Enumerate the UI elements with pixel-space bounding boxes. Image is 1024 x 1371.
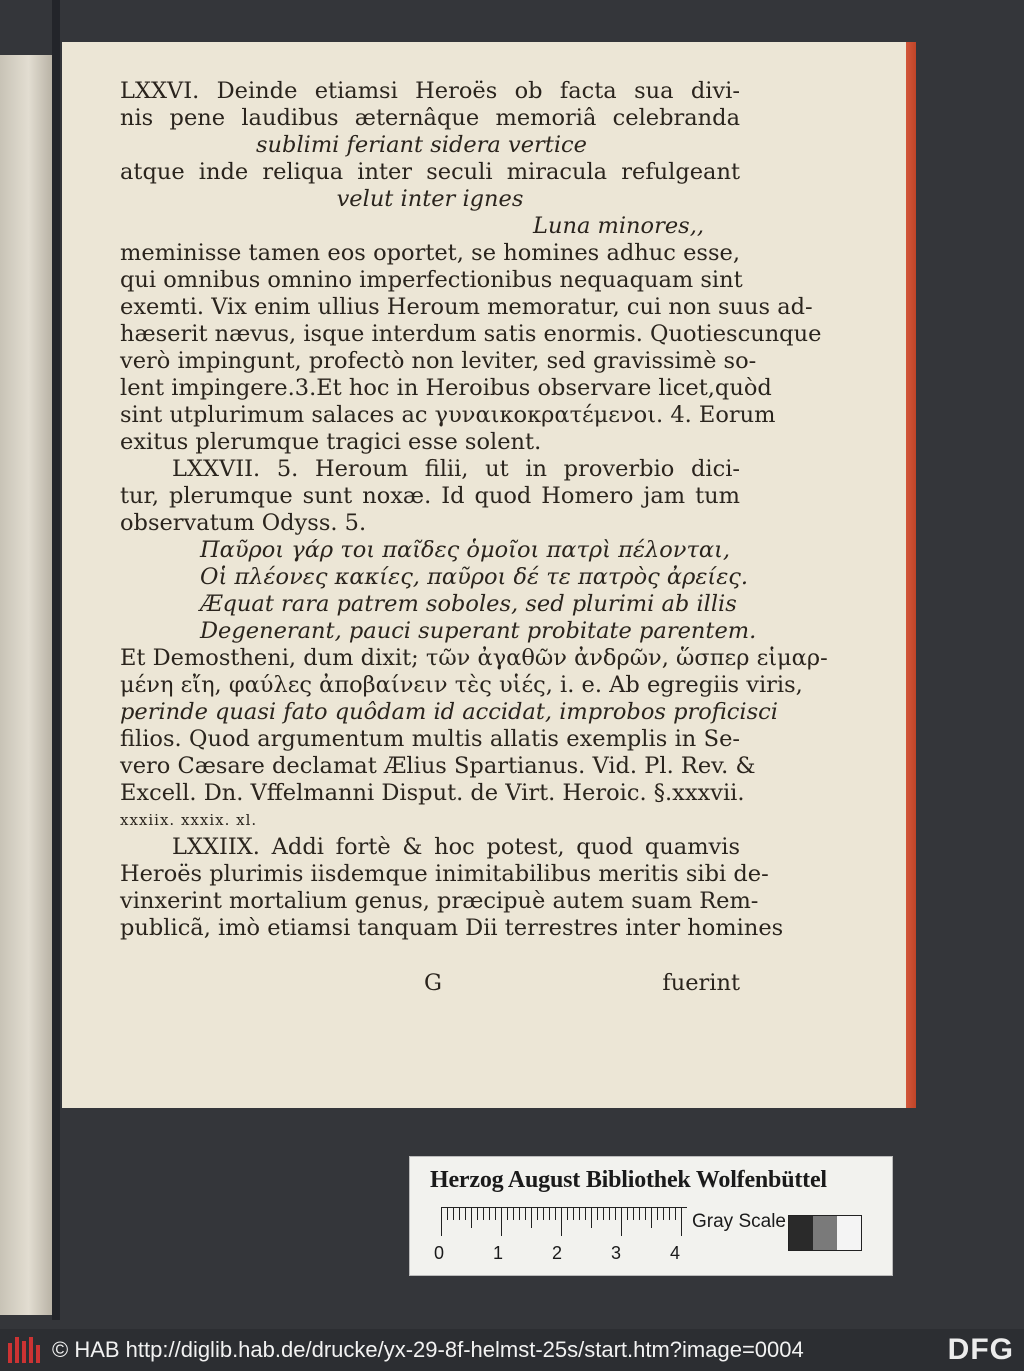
ruler-tick [531, 1208, 532, 1228]
text-line: hæserit nævus, isque interdum satis enormis. Quotiescunque [120, 321, 822, 347]
ruler-tick [441, 1208, 442, 1236]
library-name: Herzog August Bibliothek Wolfenbüttel [430, 1167, 827, 1193]
text-line: Παῦροι γάρ τοι παῖδες ὁμοῖοι πατρὶ πέλονται, [200, 537, 731, 563]
ruler-number: 0 [434, 1243, 445, 1263]
ruler-number: 1 [493, 1243, 504, 1263]
text-line: Excell. Dn. Vffelmanni Disput. de Virt. Heroic. §.xxxvii. [120, 780, 745, 806]
text-line: μένη εἴη, φαύλες ἀποβαίνειν τὲς υἱές, i. e. Ab egregiis viris, [120, 672, 803, 698]
page-gutter [52, 0, 60, 1320]
ruler-tick [651, 1208, 652, 1228]
catchword: fuerint [662, 970, 740, 996]
ruler-tick [585, 1208, 586, 1220]
ruler-number: 3 [611, 1243, 622, 1263]
ruler-tick [513, 1208, 514, 1220]
ruler-tick [591, 1208, 592, 1228]
ruler-number: 4 [670, 1243, 681, 1263]
hab-logo-icon [8, 1337, 42, 1363]
left-page-edge [0, 55, 52, 1315]
text-line: nis pene laudibus æternâque memoriâ celebranda [120, 105, 740, 131]
ruler-tick [639, 1208, 640, 1220]
text-line: Degenerant, pauci superant probitate parentem. [200, 618, 757, 644]
ruler-tick [501, 1208, 502, 1236]
text-line: Heroës plurimis iisdemque inimitabilibus meritis sibi de- [120, 861, 769, 887]
ruler-tick [447, 1208, 448, 1220]
gray-scale-swatches [788, 1215, 862, 1251]
gray-swatch [837, 1216, 861, 1250]
text-line: meminisse tamen eos oportet, se homines adhuc esse, [120, 240, 740, 266]
ruler-tick [483, 1208, 484, 1220]
ruler-tick [465, 1208, 466, 1220]
ruler-tick [681, 1208, 682, 1236]
text-line: vero Cæsare declamat Ælius Spartianus. Vid. Pl. Rev. & [120, 753, 756, 779]
text-line: publicã, imò etiamsi tanquam Dii terrestres inter homines [120, 915, 784, 941]
ruler-tick [549, 1208, 550, 1220]
text-line: xxxiix. xxxix. xl. [120, 811, 258, 829]
ruler-tick [471, 1208, 472, 1228]
page-foot [120, 970, 740, 997]
text-line: sublimi feriant sidera vertice [256, 132, 587, 158]
text-line: Æquat rara patrem soboles, sed plurimi ab illis [200, 591, 737, 617]
text-line: LXXVII. 5. Heroum filii, ut in proverbio dici- [172, 456, 740, 482]
gray-swatch [789, 1216, 813, 1250]
library-color-label [409, 1156, 893, 1276]
text-line: tur, plerumque sunt noxæ. Id quod Homero jam tum [120, 483, 740, 509]
ruler-tick [561, 1208, 562, 1236]
ruler-tick [567, 1208, 568, 1220]
text-line: filios. Quod argumentum multis allatis exemplis in Se- [120, 726, 740, 752]
text-line: Et Demostheni, dum dixit; τῶν ἀγαθῶν ἀνδρῶν, ὥσπερ εἱμαρ- [120, 645, 828, 671]
ruler-tick [459, 1208, 460, 1220]
ruler-tick [615, 1208, 616, 1220]
ruler-tick [645, 1208, 646, 1220]
ruler-tick [627, 1208, 628, 1220]
page-red-edge [906, 42, 916, 1108]
signature-mark: G [424, 970, 442, 996]
text-line: Οἱ πλέονες κακίες, παῦροι δέ τε πατρὸς ἀρείες. [200, 564, 749, 590]
ruler-tick [621, 1208, 622, 1236]
ruler-tick [597, 1208, 598, 1220]
ruler-tick [609, 1208, 610, 1220]
text-line: LXXIIX. Addi fortè & hoc potest, quod quamvis [172, 834, 740, 860]
ruler-tick [657, 1208, 658, 1220]
ruler-tick [537, 1208, 538, 1220]
ruler-number: 2 [552, 1243, 563, 1263]
dfg-logo: DFG [947, 1333, 1014, 1366]
text-line: vinxerint mortalium genus, præcipuè autem suam Rem- [120, 888, 759, 914]
text-line: sint utplurimum salaces ac γυναικοκρατέμενοι. 4. Eorum [120, 402, 776, 428]
text-line: velut inter ignes [336, 186, 524, 212]
text-line: atque inde reliqua inter seculi miracula refulgeant [120, 159, 740, 185]
text-line: exemti. Vix enim ullius Heroum memoratur, cui non suus ad- [120, 294, 813, 320]
ruler-tick [555, 1208, 556, 1220]
ruler-tick [633, 1208, 634, 1220]
ruler-tick [573, 1208, 574, 1220]
text-line: Luna minores,, [533, 213, 704, 239]
gray-scale-label: Gray Scale [692, 1211, 786, 1232]
ruler-tick [525, 1208, 526, 1220]
text-line: perinde quasi fato quôdam id accidat, improbos proficisci [120, 699, 778, 725]
ruler-tick [543, 1208, 544, 1220]
ruler-tick [669, 1208, 670, 1220]
text-line: LXXVI. Deinde etiamsi Heroës ob facta sua divi- [120, 78, 740, 104]
footer-bar [0, 1329, 1024, 1371]
ruler-tick [675, 1208, 676, 1220]
gray-swatch [813, 1216, 837, 1250]
text-line: observatum Odyss. 5. [120, 510, 367, 536]
text-line: qui omnibus omnino imperfectionibus nequaquam sint [120, 267, 743, 293]
ruler-tick [519, 1208, 520, 1220]
page-text [120, 78, 828, 942]
scale-ruler [441, 1207, 687, 1236]
text-line: exitus plerumque tragici esse solent. [120, 429, 542, 455]
footer-url[interactable]: © HAB http://diglib.hab.de/drucke/yx-29-8f-helmst-25s/start.htm?image=0004 [52, 1337, 804, 1362]
ruler-tick [663, 1208, 664, 1220]
text-line: lent impingere.3.Et hoc in Heroibus observare licet,quòd [120, 375, 772, 401]
text-line: verò impingunt, profectò non leviter, sed gravissimè so- [120, 348, 757, 374]
ruler-tick [603, 1208, 604, 1220]
ruler-tick [477, 1208, 478, 1220]
ruler-tick [489, 1208, 490, 1220]
ruler-tick [579, 1208, 580, 1220]
ruler-tick [495, 1208, 496, 1220]
ruler-tick [507, 1208, 508, 1220]
ruler-numbers [434, 1243, 714, 1263]
ruler-tick [453, 1208, 454, 1220]
